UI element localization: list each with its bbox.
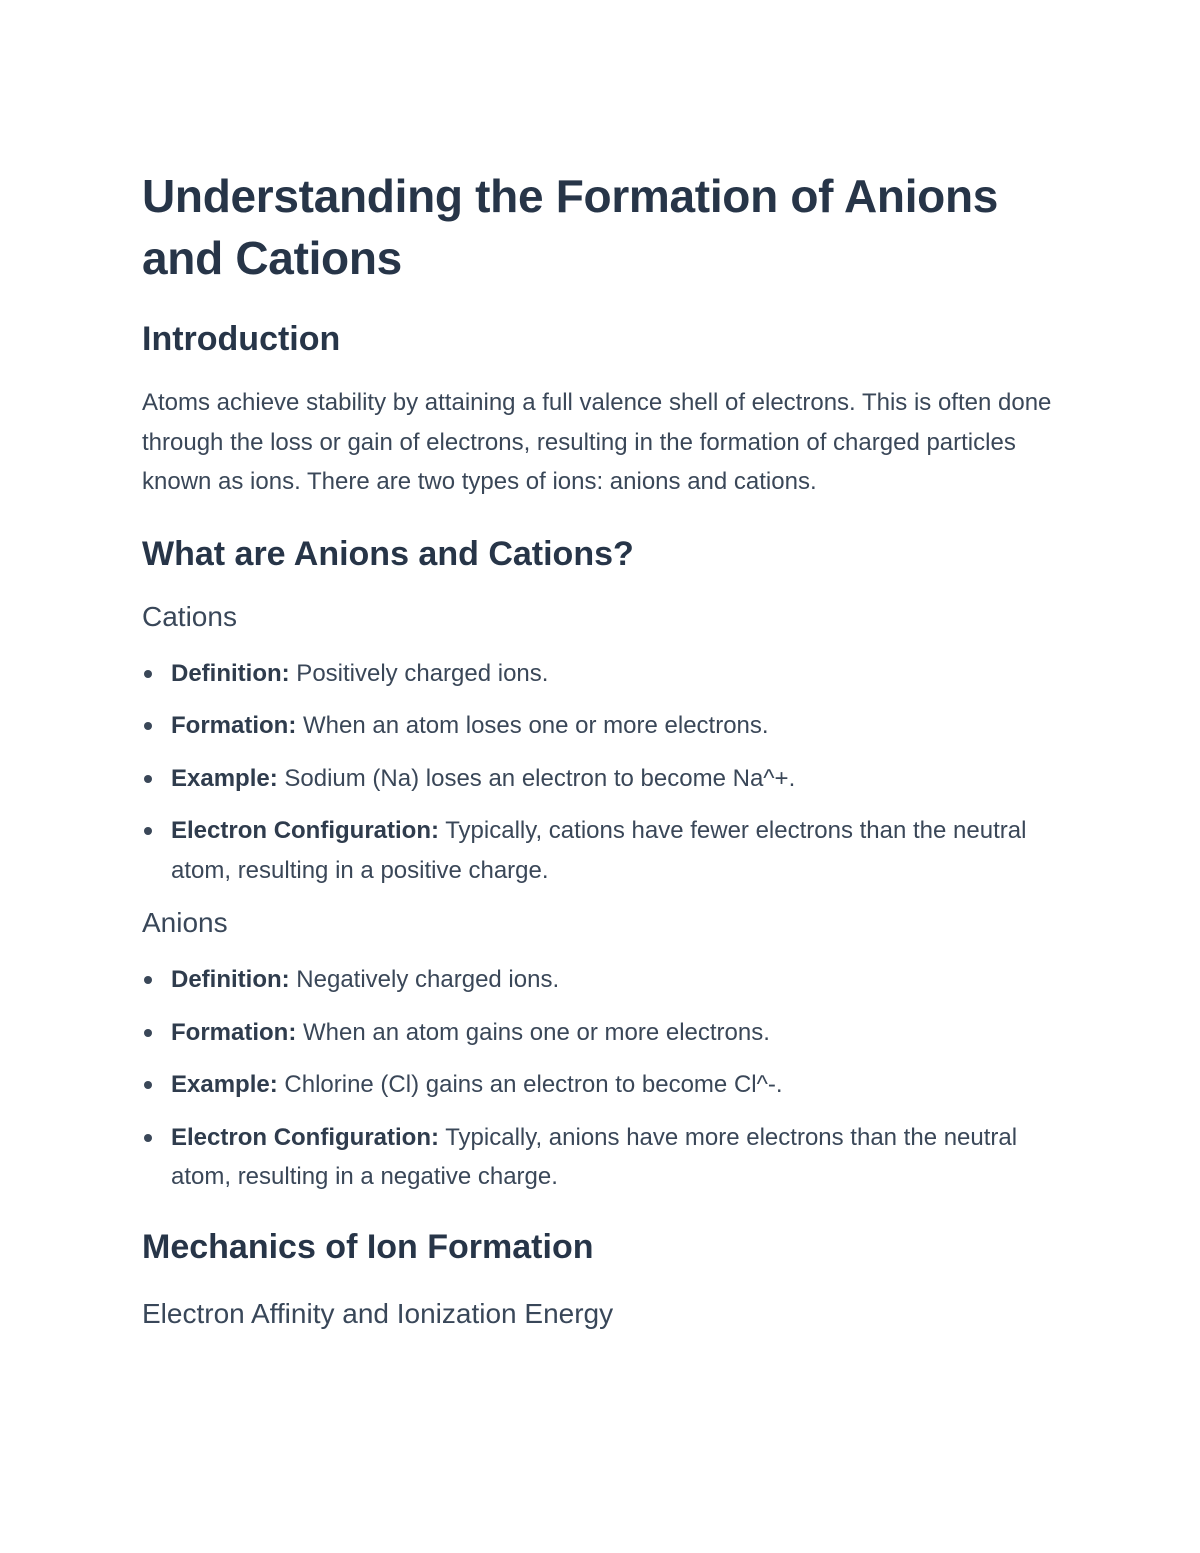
bullet-icon bbox=[144, 775, 152, 783]
bullet-icon bbox=[144, 1134, 152, 1142]
item-text: Positively charged ions. bbox=[289, 659, 549, 687]
cations-list bbox=[142, 654, 1062, 891]
list-item bbox=[142, 759, 1062, 799]
list-item bbox=[142, 1118, 1062, 1197]
item-label: Electron Configuration: bbox=[171, 817, 439, 844]
list-item bbox=[142, 1065, 1062, 1105]
cations-heading: Cations bbox=[142, 600, 237, 632]
item-label: Example: bbox=[171, 764, 278, 792]
list-item bbox=[142, 706, 1062, 746]
bullet-icon bbox=[144, 670, 152, 678]
item-label: Definition: bbox=[171, 966, 290, 993]
bullet-icon bbox=[144, 1029, 152, 1037]
item-text: Sodium (Na) loses an electron to become Na^+. bbox=[277, 764, 796, 792]
mechanics-heading: Mechanics of Ion Formation bbox=[142, 1227, 594, 1266]
anions-heading: Anions bbox=[142, 907, 228, 938]
item-label: Formation: bbox=[171, 712, 297, 739]
bullet-icon bbox=[144, 1081, 152, 1089]
item-label: Electron Configuration: bbox=[171, 1123, 439, 1151]
item-text: When an atom gains one or more electrons. bbox=[296, 1018, 770, 1046]
item-text: When an atom loses one or more electrons. bbox=[296, 712, 769, 739]
item-text: Negatively charged ions. bbox=[289, 966, 560, 993]
item-text: Typically, anions have more electrons than the neutral atom, resulting in a negative charge. bbox=[171, 1123, 1018, 1190]
bullet-icon bbox=[144, 976, 152, 984]
list-item bbox=[142, 960, 1062, 1000]
list-item bbox=[142, 654, 1062, 694]
introduction-heading: Introduction bbox=[142, 320, 341, 358]
what-are-heading: What are Anions and Cations? bbox=[142, 534, 634, 573]
item-text: Typically, cations have fewer electrons than the neutral atom, resulting in a positive charge. bbox=[171, 817, 1027, 884]
item-label: Example: bbox=[171, 1071, 278, 1098]
electron-affinity-heading: Electron Affinity and Ionization Energy bbox=[142, 1297, 614, 1329]
bullet-icon bbox=[144, 827, 152, 835]
item-label: Formation: bbox=[171, 1018, 297, 1046]
anions-list bbox=[142, 960, 1062, 1197]
list-item bbox=[142, 811, 1062, 890]
list-item bbox=[142, 1013, 1062, 1053]
item-text: Chlorine (Cl) gains an electron to become Cl^-. bbox=[277, 1071, 783, 1098]
bullet-icon bbox=[144, 722, 152, 730]
document-page bbox=[142, 165, 1062, 1333]
page-title: Understanding the Formation of Anions and Cations bbox=[142, 170, 999, 284]
item-label: Definition: bbox=[171, 659, 290, 687]
introduction-paragraph: Atoms achieve stability by attaining a full valence shell of electrons. This is often done through the loss or gain of electrons, resulting in the formation of charged particles known as ions. There are two types of ions: anions and cations. bbox=[142, 389, 1052, 495]
